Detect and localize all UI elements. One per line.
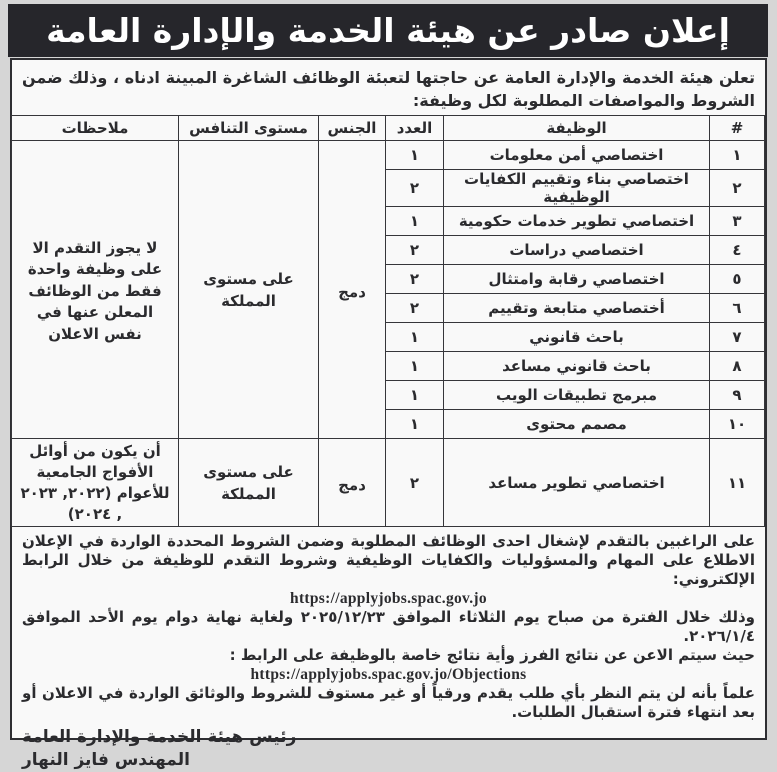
page-title: إعلان صادر عن هيئة الخدمة والإدارة العامة [46, 11, 730, 50]
job-title: اختصاصي دراسات [444, 236, 710, 265]
intro-paragraph: تعلن هيئة الخدمة والإدارة العامة عن حاجتها لتعبئة الوظائف الشاغرة المبينة ادناه ، وذلك ضمن الشروط والمواصفات المطلوبة لكل وظيفة: [22, 68, 755, 110]
row-number: ٣ [710, 207, 765, 236]
signatory-title: رئيس هيئة الخدمة والإدارة العامة [22, 727, 297, 747]
row-number: ٢ [710, 170, 765, 207]
row-number: ٥ [710, 265, 765, 294]
row-number: ١٠ [710, 410, 765, 439]
vacancy-count: ٢ [386, 439, 444, 527]
application-url: https://applyjobs.spac.gov.jo [290, 590, 487, 607]
row-number: ١ [710, 141, 765, 170]
job-title: مبرمج تطبيقات الويب [444, 381, 710, 410]
gender-cell: دمج [319, 439, 386, 527]
vacancy-count: ١ [386, 141, 444, 170]
column-header: العدد [386, 116, 444, 141]
vacancy-count: ١ [386, 381, 444, 410]
announcement-body [10, 58, 767, 770]
vacancy-count: ١ [386, 352, 444, 381]
row-number: ٨ [710, 352, 765, 381]
jobs-table-body [12, 141, 765, 527]
signature-block [12, 722, 765, 772]
vacancy-count: ١ [386, 207, 444, 236]
job-title: باحث قانوني مساعد [444, 352, 710, 381]
column-header: الوظيفة [444, 116, 710, 141]
vacancy-count: ٢ [386, 236, 444, 265]
row-number: ٩ [710, 381, 765, 410]
job-title: باحث قانوني [444, 323, 710, 352]
application-period: وذلك خلال الفترة من صباح يوم الثلاثاء الموافق ٢٠٢٥/١٢/٢٣ ولغاية نهاية دوام يوم الأحد الموافق ٢٠٢٦/١/٤. [22, 608, 755, 645]
column-header: # [710, 116, 765, 141]
footer-section [12, 527, 765, 722]
rejection-conditions-note: علماً بأنه لن يتم النظر بأي طلب يقدم ورقياً أو غير مستوف للشروط والوثائق الواردة في الاعلان أو بعد انتهاء فترة استقبال الطلبات. [22, 684, 755, 721]
notes-cell: لا يجوز التقدم الا على وظيفة واحدة فقط من الوظائف المعلن عنها في نفس الاعلان [12, 141, 179, 439]
job-title: مصمم محتوى [444, 410, 710, 439]
column-header: ملاحظات [12, 116, 179, 141]
application-instructions: على الراغبين بالتقدم لإشغال احدى الوظائف المطلوبة وضمن الشروط المحددة الواردة في الإعلان الاطلاع على المهام والمسؤوليات والكفايات الوظيفية وشروط التقدم للوظيفة من خلال الرابط الإلكتروني: [22, 532, 755, 588]
job-title: أختصاصي متابعة وتقييم [444, 294, 710, 323]
vacancy-count: ٢ [386, 170, 444, 207]
row-number: ٤ [710, 236, 765, 265]
row-number: ٦ [710, 294, 765, 323]
table-row [12, 439, 765, 527]
job-title: اختصاصي تطوير مساعد [444, 439, 710, 527]
announcement-title-bar [8, 4, 768, 57]
jobs-table [11, 115, 765, 527]
job-title: اختصاصي رقابة وامتثال [444, 265, 710, 294]
signatory-name: المهندس فايز النهار [22, 750, 190, 770]
job-title: اختصاصي بناء وتقييم الكفايات الوظيفية [444, 170, 710, 207]
vacancy-count: ٢ [386, 294, 444, 323]
table-row [12, 141, 765, 170]
job-title: اختصاصي أمن معلومات [444, 141, 710, 170]
objections-url: https://applyjobs.spac.gov.jo/Objections [250, 666, 527, 683]
results-announcement-note: حيث سيتم الاعن عن نتائج الفرز وأية نتائج خاصة بالوظيفة على الرابط : [229, 646, 755, 664]
column-header: مستوى التنافس [179, 116, 319, 141]
notes-cell: أن يكون من أوائل الأفواج الجامعية للأعوام (٢٠٢٢, ٢٠٢٣ , ٢٠٢٤) [12, 439, 179, 527]
vacancy-count: ١ [386, 410, 444, 439]
competition-level-cell: على مستوى المملكة [179, 439, 319, 527]
job-title: اختصاصي تطوير خدمات حكومية [444, 207, 710, 236]
jobs-table-header-row [12, 116, 765, 141]
gender-cell: دمج [319, 141, 386, 439]
vacancy-count: ٢ [386, 265, 444, 294]
vacancy-count: ١ [386, 323, 444, 352]
row-number: ١١ [710, 439, 765, 527]
column-header: الجنس [319, 116, 386, 141]
row-number: ٧ [710, 323, 765, 352]
competition-level-cell: على مستوى المملكة [179, 141, 319, 439]
